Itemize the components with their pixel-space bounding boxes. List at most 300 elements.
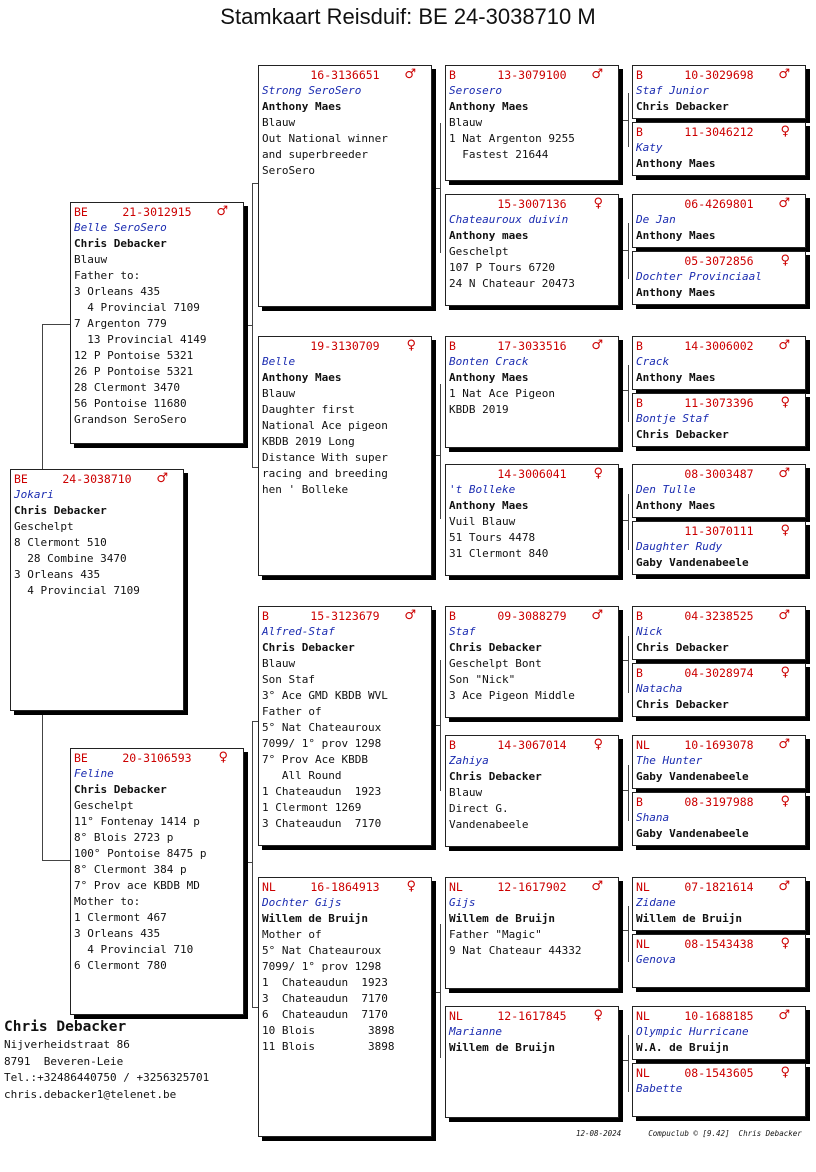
card-header (449, 880, 615, 895)
country-code: NL (636, 1009, 650, 1023)
ring-number: 07-1821614 (684, 880, 754, 894)
pigeon-card-p30 (632, 1063, 806, 1117)
card-header (636, 197, 802, 212)
ring-number: 16-1864913 (310, 880, 380, 894)
pigeon-card-p1 (70, 202, 244, 444)
pigeon-name: Zidane (636, 896, 676, 909)
country-code: BE (74, 751, 88, 765)
pigeon-name: Den Tulle (636, 483, 696, 496)
breeder-info (4, 1017, 209, 1103)
card-info-line: 4 Provincial 710 (74, 943, 194, 956)
pigeon-card-p26 (632, 792, 806, 846)
pigeon-name: The Hunter (636, 754, 703, 767)
connector-line (622, 250, 629, 251)
pigeon-card-p18 (632, 251, 806, 305)
card-info-line: Geschelpt Bont (449, 657, 542, 670)
pigeon-name: Natacha (636, 682, 683, 695)
owner-name: Anthony Maes (636, 499, 716, 512)
connector-line (622, 1060, 629, 1061)
male-symbol-icon: ♂ (778, 196, 790, 211)
card-info-line: Geschelpt (14, 520, 74, 533)
female-symbol-icon: ♀ (780, 794, 790, 809)
pigeon-name: Genova (636, 953, 676, 966)
male-symbol-icon: ♂ (778, 466, 790, 481)
card-header (74, 205, 240, 220)
card-info-line: Father to: (74, 269, 141, 282)
ring-number: 04-3238525 (684, 609, 754, 623)
pigeon-name: Serosero (449, 84, 502, 97)
female-symbol-icon: ♀ (593, 196, 603, 211)
owner-name: Chris Debacker (636, 428, 729, 441)
ring-number: 08-3197988 (684, 795, 754, 809)
owner-name: Gaby Vandenabeele (636, 556, 749, 569)
male-symbol-icon: ♂ (778, 338, 790, 353)
pigeon-card-p15 (632, 65, 806, 119)
pigeon-name: Babette (636, 1082, 683, 1095)
owner-name: Willem de Bruijn (262, 912, 368, 925)
ring-number: 16-3136651 (310, 68, 380, 82)
card-header (636, 1009, 802, 1024)
country-code: B (262, 609, 269, 623)
male-symbol-icon: ♂ (778, 1008, 790, 1023)
pigeon-card-p0 (10, 469, 184, 711)
connector-line (622, 790, 629, 791)
owner-name: Chris Debacker (74, 783, 167, 796)
card-info-line: Direct G. (449, 802, 509, 815)
pigeon-card-p28 (632, 934, 806, 988)
owner-name: Chris Debacker (14, 504, 107, 517)
pigeon-card-p6 (258, 877, 432, 1137)
connector-line (245, 862, 253, 863)
connector-line (622, 390, 629, 391)
card-info-line: 28 Clermont 3470 (74, 381, 180, 394)
pigeon-name: Olympic Hurricane (636, 1025, 749, 1038)
card-info-line: KBDB 2019 (449, 403, 509, 416)
female-symbol-icon: ♀ (780, 523, 790, 538)
card-header (636, 396, 802, 411)
pigeon-name: Crack (636, 355, 670, 368)
pigeon-card-p13 (445, 877, 619, 989)
male-symbol-icon: ♂ (778, 737, 790, 752)
owner-name: Anthony Maes (262, 100, 342, 113)
country-code: NL (636, 738, 650, 752)
card-info-line: 6 Chateaudun 7170 (262, 1008, 388, 1021)
country-code: B (449, 609, 456, 623)
pigeon-name: Strong SeroSero (262, 84, 362, 97)
country-code: B (636, 795, 643, 809)
card-info-line: Fastest 21644 (449, 148, 549, 161)
country-code: NL (449, 1009, 463, 1023)
pigeon-name: Feline (74, 767, 114, 780)
pigeon-card-p24 (632, 663, 806, 717)
connector-line (42, 712, 43, 860)
ring-number: 10-1693078 (684, 738, 754, 752)
owner-name: Anthony Maes (636, 371, 716, 384)
card-header (636, 1066, 802, 1081)
card-info-line: Father of (262, 705, 322, 718)
male-symbol-icon: ♂ (778, 879, 790, 894)
pigeon-name: Chateauroux duivin (449, 213, 569, 226)
ring-number: 04-3028974 (684, 666, 754, 680)
card-info-line: 51 Tours 4478 (449, 531, 536, 544)
country-code: B (636, 339, 643, 353)
pigeon-name: Bontje Staf (636, 412, 709, 425)
card-info-line: 8° Blois 2723 p (74, 831, 174, 844)
card-info-line: Blauw (262, 387, 296, 400)
card-info-line: 7099/ 1° prov 1298 (262, 960, 382, 973)
connector-line (434, 188, 441, 189)
ring-number: 11-3046212 (684, 125, 754, 139)
ring-number: 15-3123679 (310, 609, 380, 623)
male-symbol-icon: ♂ (216, 204, 228, 219)
pigeon-card-p9 (445, 336, 619, 448)
card-header (636, 880, 802, 895)
page-title: Stamkaart Reisduif: BE 24-3038710 M (220, 4, 596, 29)
card-info-line: Geschelpt (449, 245, 509, 258)
card-header (262, 68, 428, 83)
pigeon-name: De Jan (636, 213, 676, 226)
card-header (449, 197, 615, 212)
ring-number: 24-3038710 (62, 472, 132, 486)
card-info-line: 100° Pontoise 8475 p (74, 847, 207, 860)
card-info-line: Father "Magic" (449, 928, 542, 941)
card-info-line: Daughter first (262, 403, 355, 416)
card-header (636, 467, 802, 482)
connector-line (628, 494, 629, 550)
country-code: B (449, 339, 456, 353)
ring-number: 08-3003487 (684, 467, 754, 481)
country-code: B (449, 68, 456, 82)
card-info-line: 3 Ace Pigeon Middle (449, 689, 575, 702)
card-info-line: 12 P Pontoise 5321 (74, 349, 194, 362)
ring-number: 12-1617845 (497, 1009, 567, 1023)
breeder-address: Nijverheidstraat 86 (4, 1038, 130, 1051)
card-info-line: All Round (262, 769, 342, 782)
male-symbol-icon: ♂ (591, 879, 603, 894)
connector-line (622, 660, 629, 661)
male-symbol-icon: ♂ (404, 67, 416, 82)
footer-text: 12-08-2024 Compuclub © [9.42] Chris Debacker (576, 1129, 802, 1138)
connector-line (622, 520, 629, 521)
pigeon-name: Dochter Gijs (262, 896, 342, 909)
owner-name: Chris Debacker (262, 641, 355, 654)
connector-line (252, 721, 253, 1007)
ring-number: 13-3079100 (497, 68, 567, 82)
card-info-line: Geschelpt (74, 799, 134, 812)
country-code: BE (74, 205, 88, 219)
card-info-line: Blauw (262, 116, 296, 129)
pigeon-name: Nick (636, 625, 663, 638)
card-header (449, 1009, 615, 1024)
owner-name: Anthony Maes (262, 371, 342, 384)
pigeon-card-p29 (632, 1006, 806, 1060)
country-code: B (636, 125, 643, 139)
breeder-phone: Tel.:+32486440750 / +3256325701 (4, 1071, 210, 1084)
owner-name: Anthony Maes (636, 229, 716, 242)
pigeon-card-p7 (445, 65, 619, 181)
pigeon-name: Staf Junior (636, 84, 709, 97)
connector-line (434, 455, 441, 456)
ring-number: 19-3130709 (310, 339, 380, 353)
ring-number: 09-3088279 (497, 609, 567, 623)
male-symbol-icon: ♂ (778, 608, 790, 623)
card-header (636, 68, 802, 83)
pigeon-card-p3 (258, 65, 432, 307)
owner-name: Chris Debacker (74, 237, 167, 250)
card-info-line: 5° Nat Chateauroux (262, 721, 382, 734)
pigeon-card-p5 (258, 606, 432, 846)
card-info-line: Vuil Blauw (449, 515, 516, 528)
owner-name: Chris Debacker (636, 100, 729, 113)
connector-line (245, 325, 253, 326)
connector-line (628, 1035, 629, 1092)
connector-line (434, 725, 441, 726)
card-info-line: Vandenabeele (449, 818, 529, 831)
owner-name: Anthony Maes (636, 157, 716, 170)
owner-name: Anthony Maes (449, 100, 529, 113)
female-symbol-icon: ♀ (780, 936, 790, 951)
owner-name: Chris Debacker (449, 770, 542, 783)
card-info-line: 26 P Pontoise 5321 (74, 365, 194, 378)
card-header (262, 609, 428, 624)
card-header (262, 339, 428, 354)
owner-name: Willem de Bruijn (449, 1041, 555, 1054)
ring-number: 11-3070111 (684, 524, 754, 538)
owner-name: Chris Debacker (636, 641, 729, 654)
card-info-line: 1 Nat Ace Pigeon (449, 387, 555, 400)
breeder-name: Chris Debacker (4, 1019, 127, 1035)
pigeon-card-p17 (632, 194, 806, 248)
card-header (449, 467, 615, 482)
pigeon-name: Katy (636, 141, 663, 154)
connector-line (42, 324, 43, 470)
ring-number: 14-3067014 (497, 738, 567, 752)
owner-name: Chris Debacker (636, 698, 729, 711)
breeder-city: 8791 Beveren-Leie (4, 1054, 124, 1068)
country-code: B (636, 609, 643, 623)
pigeon-card-p25 (632, 735, 806, 789)
pigeon-card-p20 (632, 393, 806, 447)
connector-line (628, 365, 629, 422)
female-symbol-icon: ♀ (780, 395, 790, 410)
connector-line (622, 930, 629, 931)
card-header (74, 751, 240, 766)
card-header (449, 68, 615, 83)
card-info-line: 13 Provincial 4149 (74, 333, 207, 346)
card-info-line: 1 Chateaudun 1923 (262, 785, 382, 798)
country-code: B (636, 666, 643, 680)
card-header (636, 609, 802, 624)
card-info-line: Blauw (74, 253, 108, 266)
male-symbol-icon: ♂ (591, 608, 603, 623)
country-code: NL (636, 880, 650, 894)
card-header (636, 738, 802, 753)
pigeon-name: Belle SeroSero (74, 221, 167, 234)
ring-number: 11-3073396 (684, 396, 754, 410)
card-info-line: 24 N Chateaur 20473 (449, 277, 575, 290)
card-info-line: 1 Clermont 1269 (262, 801, 362, 814)
card-header (262, 880, 428, 895)
country-code: NL (262, 880, 276, 894)
card-info-line: 5° Nat Chateauroux (262, 944, 382, 957)
pigeon-card-p21 (632, 464, 806, 518)
pigeon-card-p22 (632, 521, 806, 575)
card-info-line: 56 Pontoise 11680 (74, 397, 187, 410)
card-info-line: 3° Ace GMD KBDB WVL (262, 689, 388, 702)
country-code: B (636, 68, 643, 82)
connector-line (628, 636, 629, 693)
card-info-line: 107 P Tours 6720 (449, 261, 555, 274)
card-info-line: 3 Orleans 435 (74, 927, 161, 940)
card-info-line: 1 Chateaudun 1923 (262, 976, 388, 989)
card-info-line: 8 Clermont 510 (14, 536, 107, 549)
pigeon-card-p27 (632, 877, 806, 931)
owner-name: Anthony Maes (449, 499, 529, 512)
pigeon-card-p23 (632, 606, 806, 660)
connector-line (440, 384, 441, 519)
connector-line (42, 860, 70, 861)
card-info-line: 1 Clermont 467 (74, 911, 167, 924)
ring-number: 05-3072856 (684, 254, 754, 268)
country-code: BE (14, 472, 28, 486)
card-header (636, 524, 802, 539)
card-info-line: 1 Nat Argenton 9255 (449, 132, 575, 145)
card-info-line: 28 Combine 3470 (14, 552, 127, 565)
card-header (449, 339, 615, 354)
card-info-line: 9 Nat Chateaur 44332 (449, 944, 582, 957)
pigeon-card-p10 (445, 464, 619, 576)
female-symbol-icon: ♀ (218, 750, 228, 765)
male-symbol-icon: ♂ (778, 67, 790, 82)
ring-number: 15-3007136 (497, 197, 567, 211)
country-code: NL (636, 937, 650, 951)
connector-line (42, 324, 70, 325)
card-info-line: Out National winner (262, 132, 388, 145)
pigeon-name: Gijs (449, 896, 476, 909)
owner-name: Anthony Maes (636, 286, 716, 299)
pigeon-name: Daughter Rudy (636, 540, 723, 553)
card-header (14, 472, 180, 487)
card-info-line: Grandson SeroSero (74, 413, 187, 426)
card-info-line: KBDB 2019 Long (262, 435, 355, 448)
female-symbol-icon: ♀ (780, 665, 790, 680)
pigeon-name: Dochter Provinciaal (636, 270, 762, 283)
female-symbol-icon: ♀ (780, 1065, 790, 1080)
pigeon-name: Marianne (449, 1025, 502, 1038)
pigeon-name: Jokari (14, 488, 54, 501)
ring-number: 21-3012915 (122, 205, 192, 219)
card-info-line: Mother of (262, 928, 322, 941)
male-symbol-icon: ♂ (404, 608, 416, 623)
card-info-line: hen ' Bolleke (262, 483, 349, 496)
male-symbol-icon: ♂ (156, 471, 168, 486)
owner-name: Chris Debacker (449, 641, 542, 654)
breeder-email: chris.debacker1@telenet.be (4, 1087, 177, 1101)
ring-number: 20-3106593 (122, 751, 192, 765)
card-header (636, 254, 802, 269)
owner-name: Willem de Bruijn (636, 912, 742, 925)
card-info-line: Son "Nick" (449, 673, 516, 686)
owner-name: Willem de Bruijn (449, 912, 555, 925)
ring-number: 08-1543605 (684, 1066, 754, 1080)
connector-line (628, 223, 629, 279)
pigeon-name: Staf (449, 625, 476, 638)
card-header (636, 937, 802, 952)
female-symbol-icon: ♀ (406, 338, 416, 353)
connector-line (440, 924, 441, 1058)
owner-name: Anthony maes (449, 229, 529, 242)
card-info-line: 4 Provincial 7109 (14, 584, 140, 597)
female-symbol-icon: ♀ (406, 879, 416, 894)
card-info-line: 7° Prov Ace KBDB (262, 753, 368, 766)
card-info-line: racing and breeding (262, 467, 388, 480)
female-symbol-icon: ♀ (593, 1008, 603, 1023)
male-symbol-icon: ♂ (591, 67, 603, 82)
card-info-line: 3 Chateaudun 7170 (262, 817, 382, 830)
ring-number: 12-1617902 (497, 880, 567, 894)
owner-name: Gaby Vandenabeele (636, 770, 749, 783)
ring-number: 14-3006041 (497, 467, 567, 481)
card-header (636, 666, 802, 681)
card-info-line: 7° Prov ace KBDB MD (74, 879, 200, 892)
card-info-line: Blauw (449, 116, 483, 129)
card-info-line: 3 Chateaudun 7170 (262, 992, 388, 1005)
card-header (636, 125, 802, 140)
female-symbol-icon: ♀ (593, 466, 603, 481)
pigeon-card-p8 (445, 194, 619, 306)
card-info-line: Mother to: (74, 895, 141, 908)
ring-number: 14-3006002 (684, 339, 754, 353)
card-info-line: 3 Orleans 435 (14, 568, 101, 581)
ring-number: 10-1688185 (684, 1009, 754, 1023)
connector-line (622, 120, 629, 121)
pigeon-name: Belle (262, 355, 296, 368)
pigeon-card-p14 (445, 1006, 619, 1118)
connector-line (434, 992, 441, 993)
card-info-line: 11° Fontenay 1414 p (74, 815, 200, 828)
card-info-line: 6 Clermont 780 (74, 959, 167, 972)
card-info-line: Son Staf (262, 673, 315, 686)
card-info-line: and superbreeder (262, 148, 368, 161)
country-code: B (449, 738, 456, 752)
pigeon-card-p2 (70, 748, 244, 1015)
pigeon-name: Alfred-Staf (262, 625, 335, 638)
card-info-line: National Ace pigeon (262, 419, 388, 432)
ring-number: 06-4269801 (684, 197, 754, 211)
pigeon-card-p11 (445, 606, 619, 718)
pigeon-card-p16 (632, 122, 806, 176)
pigeon-name: Bonten Crack (449, 355, 529, 368)
female-symbol-icon: ♀ (780, 253, 790, 268)
female-symbol-icon: ♀ (780, 124, 790, 139)
card-info-line: 7099/ 1° prov 1298 (262, 737, 382, 750)
card-info-line: 11 Blois 3898 (262, 1040, 395, 1053)
ring-number: 17-3033516 (497, 339, 567, 353)
country-code: NL (636, 1066, 650, 1080)
connector-line (628, 765, 629, 821)
ring-number: 08-1543438 (684, 937, 754, 951)
card-header (636, 795, 802, 810)
card-info-line: 3 Orleans 435 (74, 285, 161, 298)
pigeon-name: Zahiya (449, 754, 489, 767)
card-info-line: 7 Argenton 779 (74, 317, 167, 330)
country-code: B (636, 396, 643, 410)
card-info-line: Blauw (262, 657, 296, 670)
male-symbol-icon: ♂ (591, 338, 603, 353)
owner-name: Anthony Maes (449, 371, 529, 384)
owner-name: W.A. de Bruijn (636, 1041, 729, 1054)
pigeon-card-p4 (258, 336, 432, 576)
